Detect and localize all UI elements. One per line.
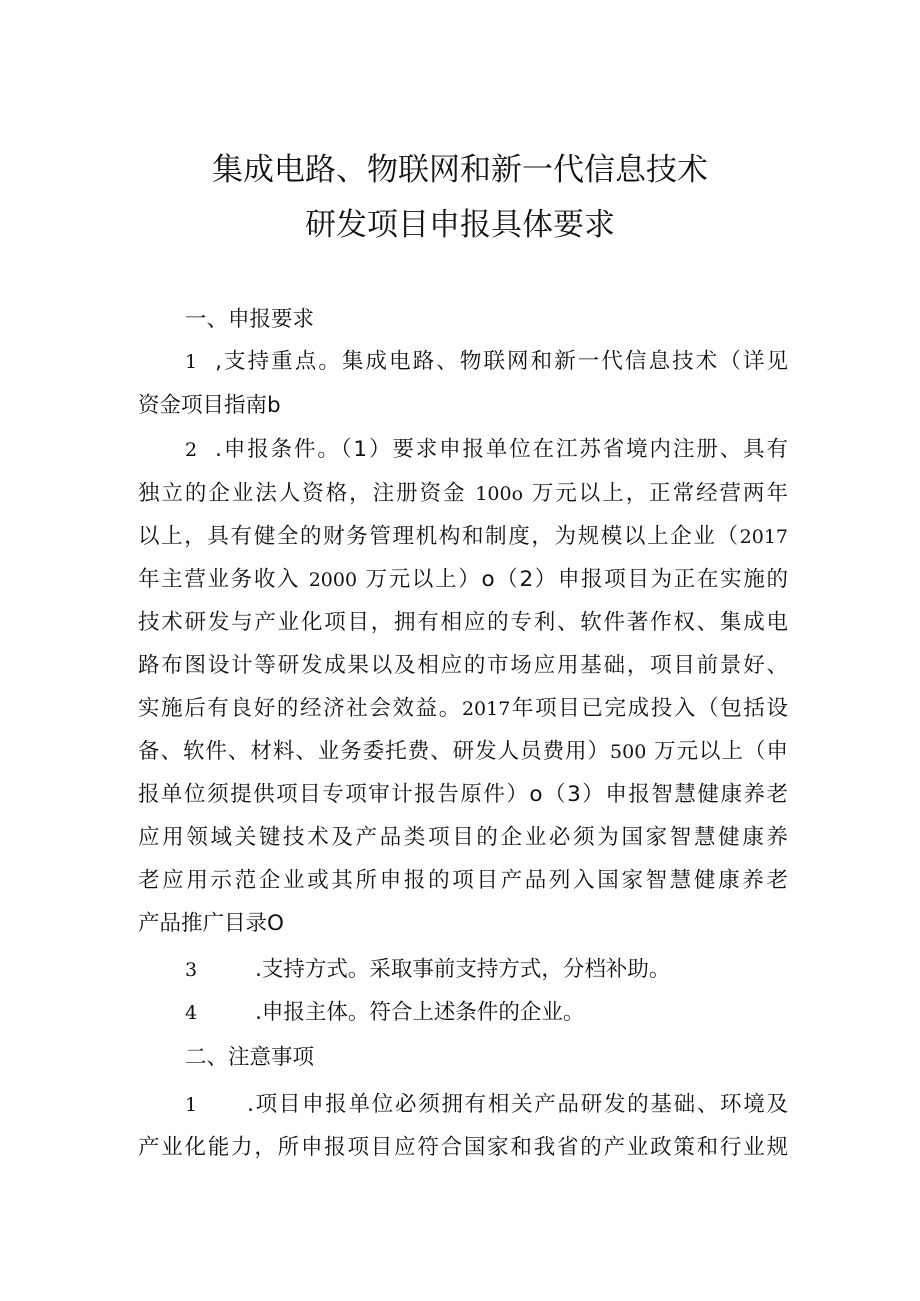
item-text: .支持方式。采取事前支持方式，分档补助。 bbox=[255, 957, 671, 982]
text-segment: 万元以上（申 bbox=[654, 739, 788, 764]
paragraph-line: 技术研发与产业化项目，拥有相应的专利、软件著作权、集成电 bbox=[138, 610, 788, 635]
item-number: 4 bbox=[185, 1002, 198, 1024]
paragraph-line bbox=[138, 737, 788, 767]
number-value: 500 bbox=[610, 741, 647, 763]
text-segment: 备、软件、材料、业务委托费、研发人员费用） bbox=[138, 739, 611, 764]
paragraph-line: 资金项目指南b bbox=[138, 393, 281, 418]
item-number: 2 bbox=[185, 439, 198, 461]
text-segment: 万元以上，正常经营两年 bbox=[531, 481, 788, 506]
number-value: 2017 bbox=[461, 698, 511, 720]
item-text: .申报主体。符合上述条件的企业。 bbox=[255, 1000, 585, 1025]
paragraph-line: 产品推广目录O bbox=[138, 911, 284, 936]
number-value: 2000 bbox=[308, 569, 358, 591]
document-title-line-1: 集成电路、物联网和新一代信息技术 bbox=[212, 152, 708, 188]
text-segment: 以上，具有健全的财务管理机构和制度，为规模以上企业（ bbox=[138, 524, 740, 549]
item-number: 1 bbox=[185, 351, 198, 373]
item-text: .申报条件。（1）要求申报单位在江苏省境内注册、具有 bbox=[215, 437, 788, 462]
section-heading-requirements: 一、申报要求 bbox=[185, 307, 315, 332]
number-value: 100o bbox=[475, 483, 524, 505]
item-text: .项目申报单位必须拥有相关产品研发的基础、环境及 bbox=[247, 1092, 788, 1117]
paragraph-line bbox=[185, 955, 788, 985]
document-title-line-2: 研发项目申报具体要求 bbox=[305, 207, 615, 243]
text-segment: 年主营业务收入 bbox=[138, 567, 301, 592]
text-segment: 年项目已完成投入（包括设 bbox=[510, 696, 788, 721]
text-segment: 独立的企业法人资格，注册资金 bbox=[138, 481, 467, 506]
text-segment: 实施后有良好的经济社会效益。 bbox=[138, 696, 462, 721]
paragraph-line bbox=[138, 479, 788, 509]
paragraph-line: 路布图设计等研发成果以及相应的市场应用基础，项目前景好、 bbox=[138, 653, 788, 678]
number-value: 2017 bbox=[739, 526, 788, 548]
paragraph-line bbox=[185, 435, 788, 465]
section-heading-notes: 二、注意事项 bbox=[185, 1045, 315, 1070]
paragraph-line bbox=[138, 565, 788, 595]
item-number: 1 bbox=[185, 1094, 198, 1116]
paragraph-line: 应用领域关键技术及产品类项目的企业必须为国家智慧健康养 bbox=[138, 825, 788, 850]
paragraph-line bbox=[185, 1090, 788, 1120]
paragraph-line: 报单位须提供项目专项审计报告原件）o（3）申报智慧健康养老 bbox=[138, 782, 788, 807]
text-segment: 万元以上）o（2）申报项目为正在实施的 bbox=[365, 567, 788, 592]
paragraph-line bbox=[185, 347, 788, 377]
paragraph-line: 老应用示范企业或其所申报的项目产品列入国家智慧健康养老 bbox=[138, 868, 788, 893]
paragraph-line bbox=[138, 694, 788, 724]
paragraph-line: 产业化能力，所申报项目应符合国家和我省的产业政策和行业规 bbox=[138, 1135, 788, 1160]
item-text: ,支持重点。集成电路、物联网和新一代信息技术（详见 bbox=[215, 349, 788, 374]
paragraph-line bbox=[185, 998, 788, 1028]
item-number: 3 bbox=[185, 959, 198, 981]
paragraph-line bbox=[138, 522, 788, 552]
